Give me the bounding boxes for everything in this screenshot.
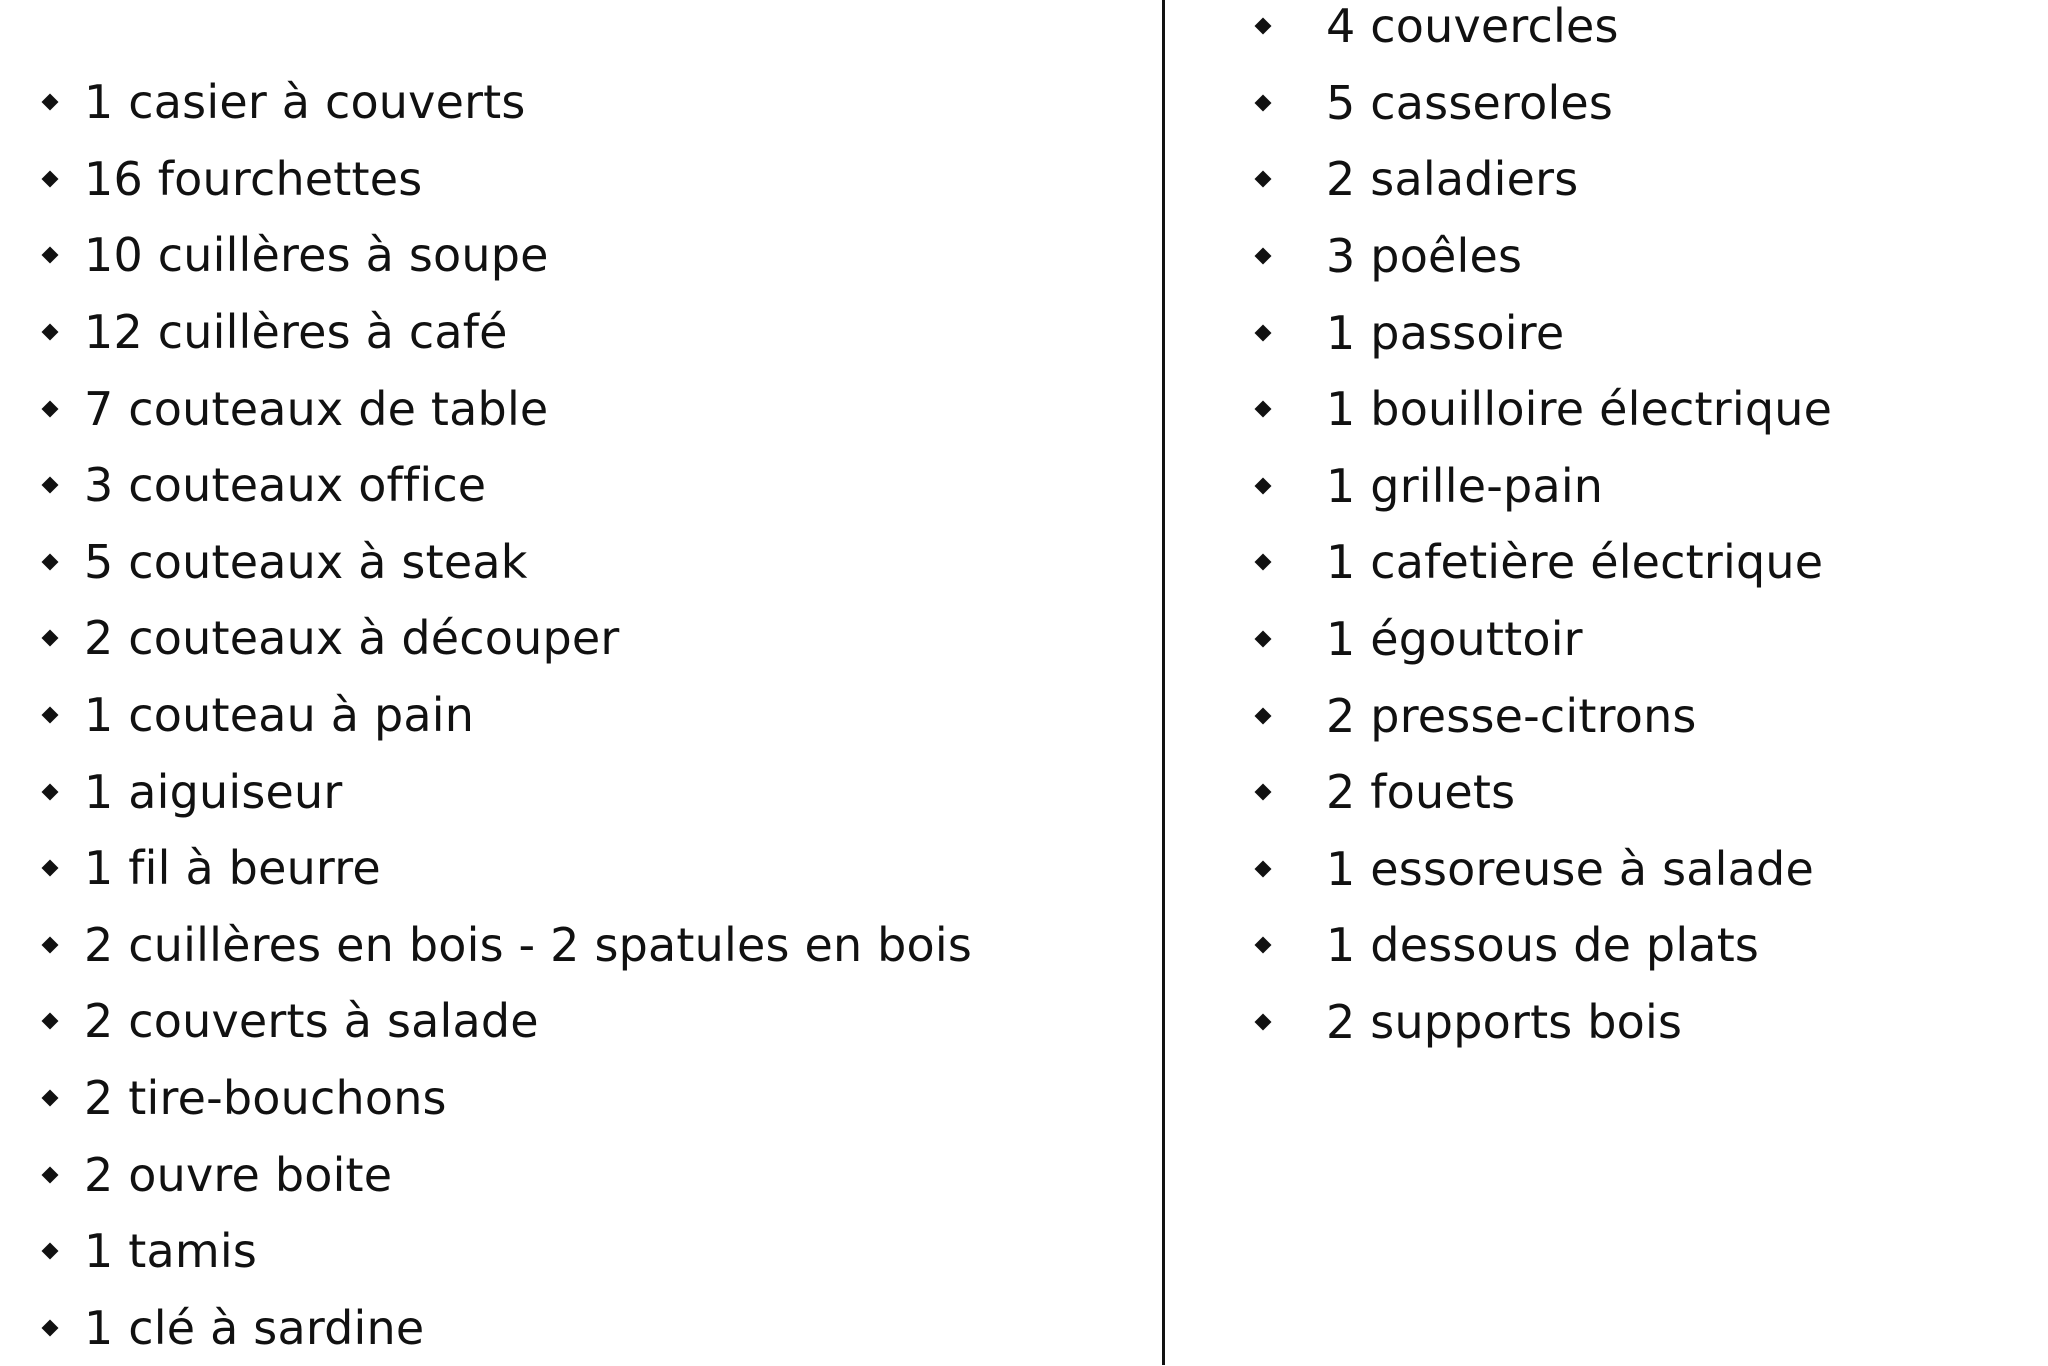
diamond-bullet-icon xyxy=(42,1166,59,1183)
item-label: 2 fouets xyxy=(1326,765,1515,819)
list-item xyxy=(1255,141,1832,218)
list-item xyxy=(42,294,972,371)
item-label: 1 couteau à pain xyxy=(84,688,474,742)
left-item-list xyxy=(42,64,972,1366)
item-label: 3 poêles xyxy=(1326,229,1522,283)
list-item xyxy=(42,1290,972,1366)
item-label: 2 couverts à salade xyxy=(84,994,539,1048)
list-item xyxy=(42,907,972,984)
item-label: 1 casier à couverts xyxy=(84,75,526,129)
diamond-bullet-icon xyxy=(42,783,59,800)
diamond-bullet-icon xyxy=(42,324,59,341)
list-item xyxy=(42,1213,972,1290)
diamond-bullet-icon xyxy=(42,1243,59,1260)
item-label: 12 cuillères à café xyxy=(84,305,508,359)
item-label: 10 cuillères à soupe xyxy=(84,228,549,282)
item-label: 1 tamis xyxy=(84,1224,257,1278)
diamond-bullet-icon xyxy=(1255,937,1272,954)
list-item xyxy=(42,64,972,141)
list-item xyxy=(42,141,972,218)
list-item xyxy=(42,447,972,524)
diamond-bullet-icon xyxy=(1255,18,1272,35)
item-label: 1 aiguiseur xyxy=(84,765,343,819)
diamond-bullet-icon xyxy=(1255,1014,1272,1031)
item-label: 1 passoire xyxy=(1326,306,1564,360)
list-item xyxy=(1255,0,1832,65)
list-item xyxy=(42,1060,972,1137)
item-label: 2 tire-bouchons xyxy=(84,1071,447,1125)
list-item xyxy=(42,830,972,907)
item-label: 2 ouvre boite xyxy=(84,1148,392,1202)
item-label: 5 couteaux à steak xyxy=(84,535,528,589)
column-divider xyxy=(1162,0,1165,1365)
item-label: 2 saladiers xyxy=(1326,152,1578,206)
diamond-bullet-icon xyxy=(1255,324,1272,341)
diamond-bullet-icon xyxy=(42,936,59,953)
list-item xyxy=(42,753,972,830)
diamond-bullet-icon xyxy=(42,630,59,647)
item-label: 1 bouilloire électrique xyxy=(1326,382,1832,436)
list-item xyxy=(1255,65,1832,142)
diamond-bullet-icon xyxy=(1255,248,1272,265)
item-label: 3 couteaux office xyxy=(84,458,486,512)
diamond-bullet-icon xyxy=(42,400,59,417)
item-label: 5 casseroles xyxy=(1326,76,1613,130)
list-item xyxy=(1255,524,1832,601)
list-item xyxy=(42,1136,972,1213)
item-label: 1 dessous de plats xyxy=(1326,918,1759,972)
list-item xyxy=(42,370,972,447)
list-item xyxy=(42,524,972,601)
item-label: 1 clé à sardine xyxy=(84,1301,424,1355)
item-label: 2 supports bois xyxy=(1326,995,1682,1049)
diamond-bullet-icon xyxy=(1255,401,1272,418)
item-label: 1 cafetière électrique xyxy=(1326,535,1823,589)
list-item xyxy=(1255,294,1832,371)
item-label: 2 couteaux à découper xyxy=(84,611,620,665)
diamond-bullet-icon xyxy=(42,477,59,494)
list-item xyxy=(42,983,972,1060)
diamond-bullet-icon xyxy=(1255,784,1272,801)
item-label: 1 égouttoir xyxy=(1326,612,1583,666)
diamond-bullet-icon xyxy=(1255,477,1272,494)
list-item xyxy=(42,600,972,677)
item-label: 1 fil à beurre xyxy=(84,841,381,895)
diamond-bullet-icon xyxy=(1255,554,1272,571)
right-item-list xyxy=(1255,0,1832,1060)
diamond-bullet-icon xyxy=(1255,707,1272,724)
item-label: 1 essoreuse à salade xyxy=(1326,842,1814,896)
list-item xyxy=(1255,677,1832,754)
item-label: 16 fourchettes xyxy=(84,152,422,206)
diamond-bullet-icon xyxy=(42,1090,59,1107)
diamond-bullet-icon xyxy=(42,860,59,877)
list-item xyxy=(42,677,972,754)
item-label: 2 presse-citrons xyxy=(1326,689,1697,743)
list-item xyxy=(1255,218,1832,295)
diamond-bullet-icon xyxy=(42,553,59,570)
diamond-bullet-icon xyxy=(1255,171,1272,188)
diamond-bullet-icon xyxy=(1255,631,1272,648)
list-item xyxy=(1255,601,1832,678)
item-label: 1 grille-pain xyxy=(1326,459,1603,513)
diamond-bullet-icon xyxy=(42,1319,59,1336)
diamond-bullet-icon xyxy=(42,170,59,187)
item-label: 7 couteaux de table xyxy=(84,382,548,436)
diamond-bullet-icon xyxy=(42,707,59,724)
list-item xyxy=(1255,984,1832,1061)
list-item xyxy=(1255,371,1832,448)
list-item xyxy=(1255,754,1832,831)
diamond-bullet-icon xyxy=(1255,94,1272,111)
diamond-bullet-icon xyxy=(1255,860,1272,877)
diamond-bullet-icon xyxy=(42,94,59,111)
item-label: 2 cuillères en bois - 2 spatules en bois xyxy=(84,918,972,972)
diamond-bullet-icon xyxy=(42,247,59,264)
list-item xyxy=(42,217,972,294)
list-item xyxy=(1255,907,1832,984)
list-item xyxy=(1255,831,1832,908)
diamond-bullet-icon xyxy=(42,1013,59,1030)
item-label: 4 couvercles xyxy=(1326,0,1619,53)
list-item xyxy=(1255,448,1832,525)
